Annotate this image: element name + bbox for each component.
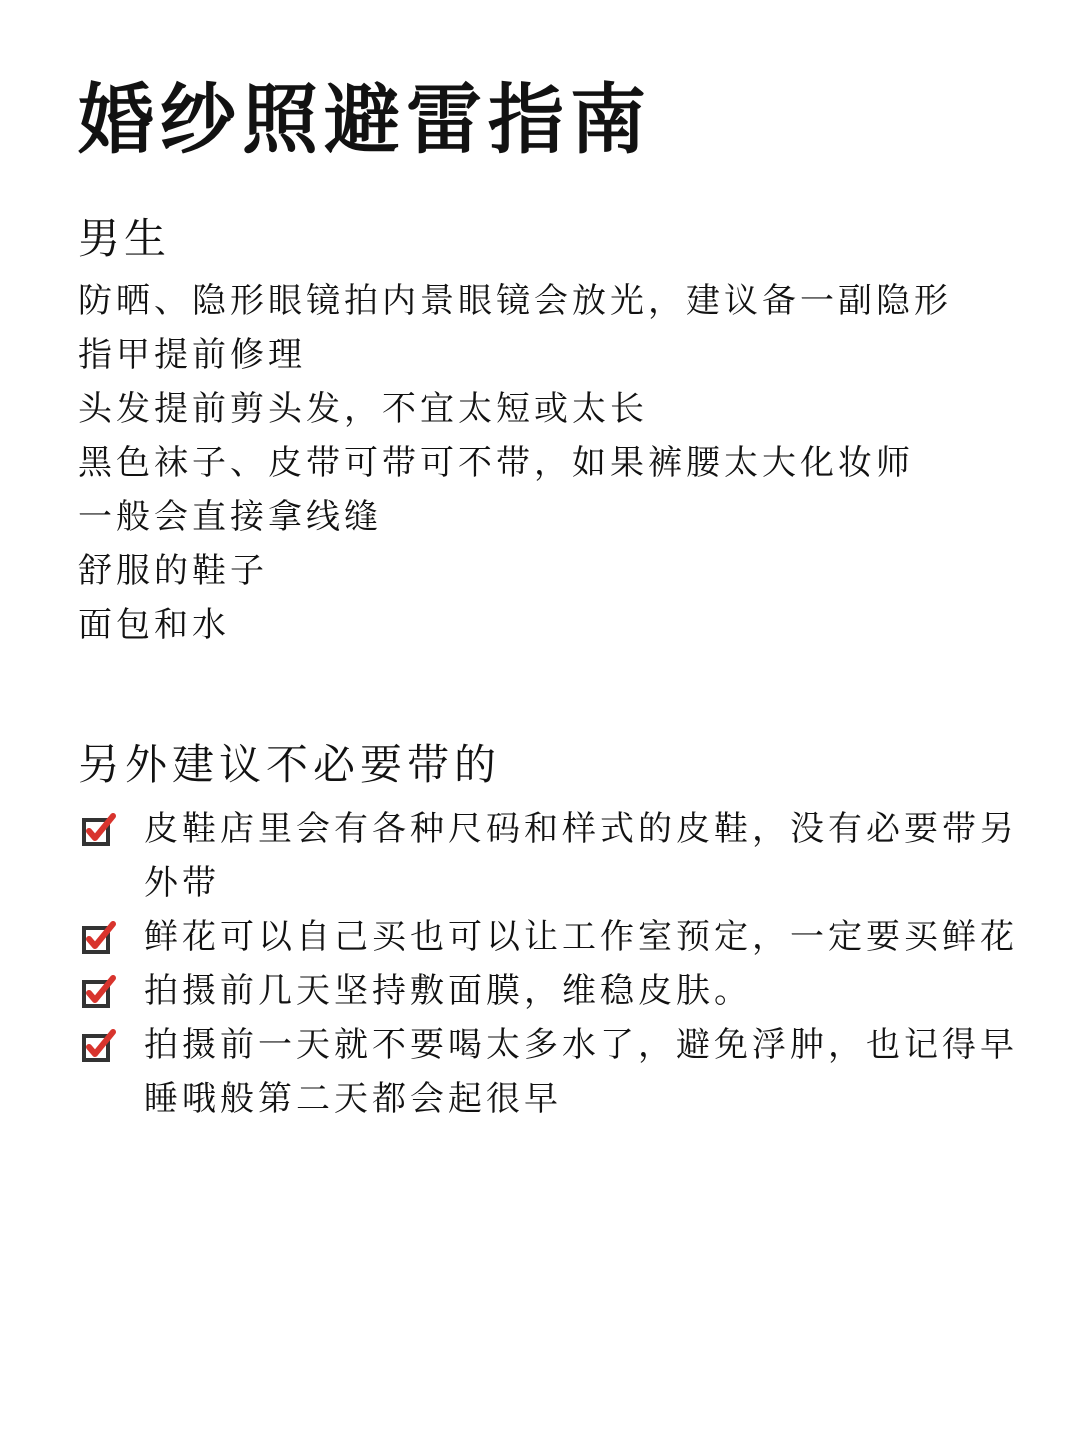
men-tips-list bbox=[78, 274, 1038, 652]
men-tip-item: 一般会直接拿线缝 bbox=[78, 497, 382, 537]
men-tip-item: 舒服的鞋子 bbox=[78, 551, 268, 591]
checklist-item-text: 拍摄前几天坚持敷面膜，维稳皮肤。 bbox=[144, 971, 752, 1011]
men-tip-item: 头发提前剪头发，不宜太短或太长 bbox=[78, 389, 648, 429]
checklist-item bbox=[82, 910, 1052, 964]
checklist-item-text: 拍摄前一天就不要喝太多水了，避免浮肿，也记得早睡哦般第二天都会起很早 bbox=[144, 1025, 1018, 1119]
men-tip-item: 防晒、隐形眼镜拍内景眼镜会放光，建议备一副隐形 bbox=[78, 281, 952, 321]
men-section-heading: 男生 bbox=[78, 214, 171, 263]
checklist-item-text: 皮鞋店里会有各种尺码和样式的皮鞋，没有必要带另外带 bbox=[144, 809, 1018, 903]
men-tip-item: 面包和水 bbox=[78, 605, 230, 645]
checked-box-icon bbox=[82, 813, 118, 847]
checklist-item bbox=[82, 1018, 1052, 1126]
checklist-item-text: 鲜花可以自己买也可以让工作室预定，一定要买鲜花 bbox=[144, 917, 1018, 957]
checked-box-icon bbox=[82, 921, 118, 955]
checked-box-icon bbox=[82, 975, 118, 1009]
men-tip-item: 指甲提前修理 bbox=[78, 335, 306, 375]
extra-section-heading: 另外建议不必要带的 bbox=[78, 740, 502, 789]
checklist-item bbox=[82, 802, 1052, 910]
extra-checklist bbox=[82, 802, 1052, 1126]
checklist-item bbox=[82, 964, 1052, 1018]
page-title: 婚纱照避雷指南 bbox=[78, 75, 652, 164]
checked-box-icon bbox=[82, 1029, 118, 1063]
men-tip-item: 黑色袜子、皮带可带可不带，如果裤腰太大化妆师 bbox=[78, 443, 914, 483]
